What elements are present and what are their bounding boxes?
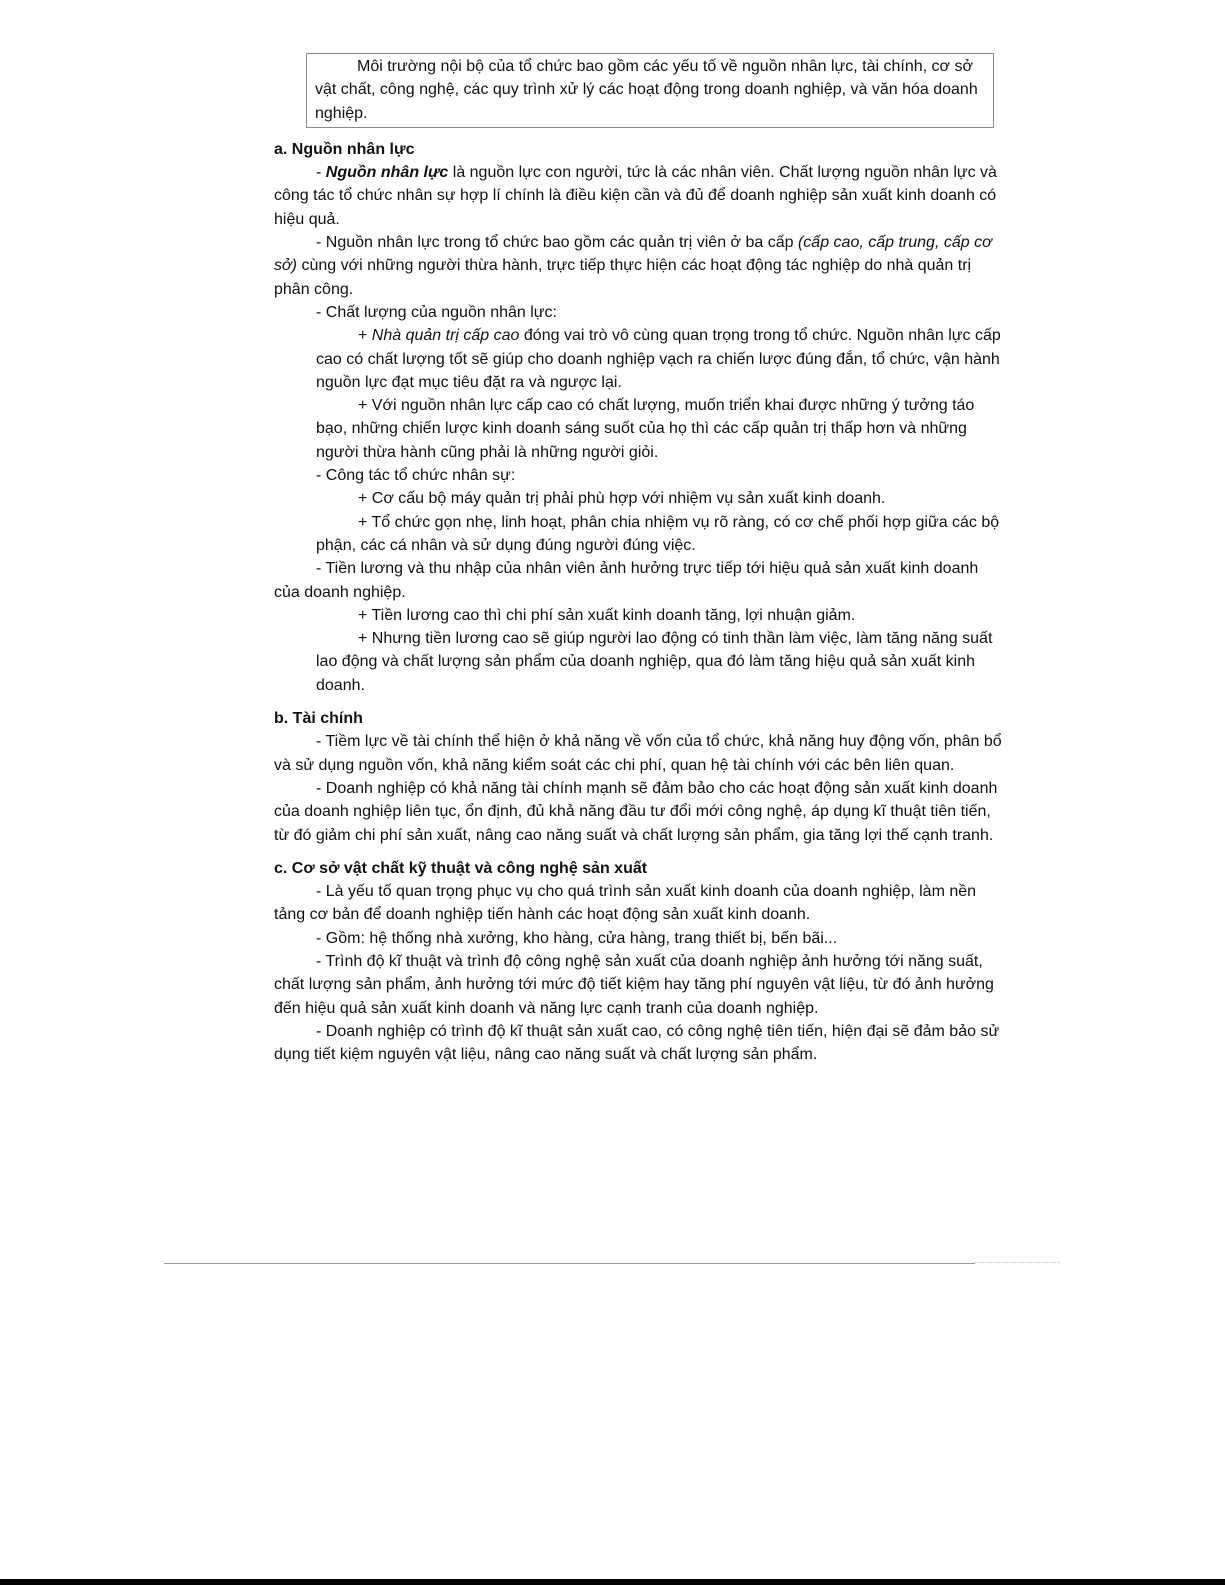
term-italic: Nhà quản trị cấp cao	[371, 327, 520, 345]
section-a-subitem: + Với nguồn nhân lực cấp cao có chất lượng, muốn triển khai được những ý tưởng táo bạo, những chiến lược kinh doanh sáng suốt của họ thì các cấp quản trị thấp hơn và những người thừa hành cũng phải là những người giỏi.	[316, 397, 975, 461]
term-italic: (cấp cao, cấp trung, cấp cơ sở)	[274, 234, 992, 275]
term-bold: Nguồn nhân lực	[325, 164, 449, 182]
section-c-paragraph: - Là yếu tố quan trọng phục vụ cho quá trình sản xuất kinh doanh của doanh nghiệp, làm nền tảng cơ bản để doanh nghiệp tiến hành các hoạt động sản xuất kinh doanh.	[274, 883, 977, 924]
page-bottom-edge	[0, 1579, 1225, 1585]
section-c-heading: c. Cơ sở vật chất kỹ thuật và công nghệ sản xuất	[274, 859, 648, 877]
section-b-heading: b. Tài chính	[274, 710, 363, 728]
section-a-paragraph: - Nguồn nhân lực trong tổ chức bao gồm các quản trị viên ở ba cấp (cấp cao, cấp trung, cấp cơ sở) cùng với những người thừa hành, trực tiếp thực hiện các hoạt động tác nghiệp do nhà quản trị phân công.	[274, 234, 992, 298]
section-a-paragraph: - Chất lượng của nguồn nhân lực:	[316, 303, 557, 321]
section-a-paragraph: - Tiền lương và thu nhập của nhân viên ảnh hưởng trực tiếp tới hiệu quả sản xuất kinh doanh của doanh nghiệp.	[274, 560, 979, 601]
section-a-paragraph: - Công tác tổ chức nhân sự:	[316, 467, 516, 485]
section-a-subitem: + Cơ cấu bộ máy quản trị phải phù hợp với nhiệm vụ sản xuất kinh doanh.	[358, 490, 886, 508]
section-a-heading: a. Nguồn nhân lực	[274, 140, 415, 158]
section-b-paragraph: - Tiềm lực về tài chính thể hiện ở khả năng về vốn của tổ chức, khả năng huy động vốn, phân bổ và sử dụng nguồn vốn, khả năng kiểm soát các chi phí, quan hệ tài chính với các bên liên quan.	[274, 733, 1002, 774]
section-c-paragraph: - Gồm: hệ thống nhà xưởng, kho hàng, cửa hàng, trang thiết bị, bến bãi...	[316, 929, 838, 947]
section-a-subitem: + Tiền lương cao thì chi phí sản xuất kinh doanh tăng, lợi nhuận giảm.	[358, 606, 856, 624]
section-c-paragraph: - Doanh nghiệp có trình độ kĩ thuật sản xuất cao, có công nghệ tiên tiến, hiện đại sẽ đảm bảo sử dụng tiết kiệm nguyên vật liệu, nâng cao năng suất và chất lượng sản phẩm.	[274, 1022, 1000, 1064]
section-a-subitem: + Tổ chức gọn nhẹ, linh hoạt, phân chia nhiệm vụ rõ ràng, có cơ chế phối hợp giữa các bộ phận, các cá nhân và sử dụng đúng người đúng việc.	[316, 513, 1000, 554]
section-c-paragraph: - Trình độ kĩ thuật và trình độ công nghệ sản xuất của doanh nghiệp ảnh hưởng tới năng suất, chất lượng sản phẩm, ảnh hưởng tới mức độ tiết kiệm hay tăng phí nguyên vật liệu, từ đó ảnh hưởng đến hiệu quả sản xuất kinh doanh và năng lực cạnh tranh của doanh nghiệp.	[274, 952, 994, 1017]
footer-divider-tail	[975, 1262, 1060, 1264]
section-a-subitem: + Nhưng tiền lương cao sẽ giúp người lao động có tinh thần làm việc, làm tăng năng suất lao động và chất lượng sản phẩm của doanh nghiệp, qua đó làm tăng hiệu quả sản xuất kinh doanh.	[316, 630, 993, 694]
intro-text: Môi trường nội bộ của tổ chức bao gồm các yếu tố về nguồn nhân lực, tài chính, cơ sở vật chất, công nghệ, các quy trình xử lý các hoạt động trong doanh nghiệp, và văn hóa doanh nghiệp.	[315, 58, 978, 122]
section-a-paragraph: - Nguồn nhân lực là nguồn lực con người, tức là các nhân viên. Chất lượng nguồn nhân lực và công tác tổ chức nhân sự hợp lí chính là điều kiện cần và đủ để doanh nghiệp sản xuất kinh doanh có hiệu quả.	[274, 164, 997, 228]
document-page	[274, 53, 1004, 1066]
section-b-paragraph: - Doanh nghiệp có khả năng tài chính mạnh sẽ đảm bảo cho các hoạt động sản xuất kinh doanh của doanh nghiệp liên tục, ổn định, đủ khả năng đầu tư đổi mới công nghệ, áp dụng kĩ thuật tiên tiến, từ đó giảm chi phí sản xuất, nâng cao năng suất và chất lượng sản phẩm, gia tăng lợi thế cạnh tranh.	[274, 779, 998, 844]
footer-divider	[164, 1263, 975, 1264]
section-a-subitem: + Nhà quản trị cấp cao đóng vai trò vô cùng quan trọng trong tổ chức. Nguồn nhân lực cấp cao có chất lượng tốt sẽ giúp cho doanh nghiệp vạch ra chiến lược đúng đắn, tổ chức, vận hành nguồn lực đạt mục tiêu đặt ra và ngược lại.	[316, 327, 1001, 391]
intro-box	[306, 53, 994, 128]
